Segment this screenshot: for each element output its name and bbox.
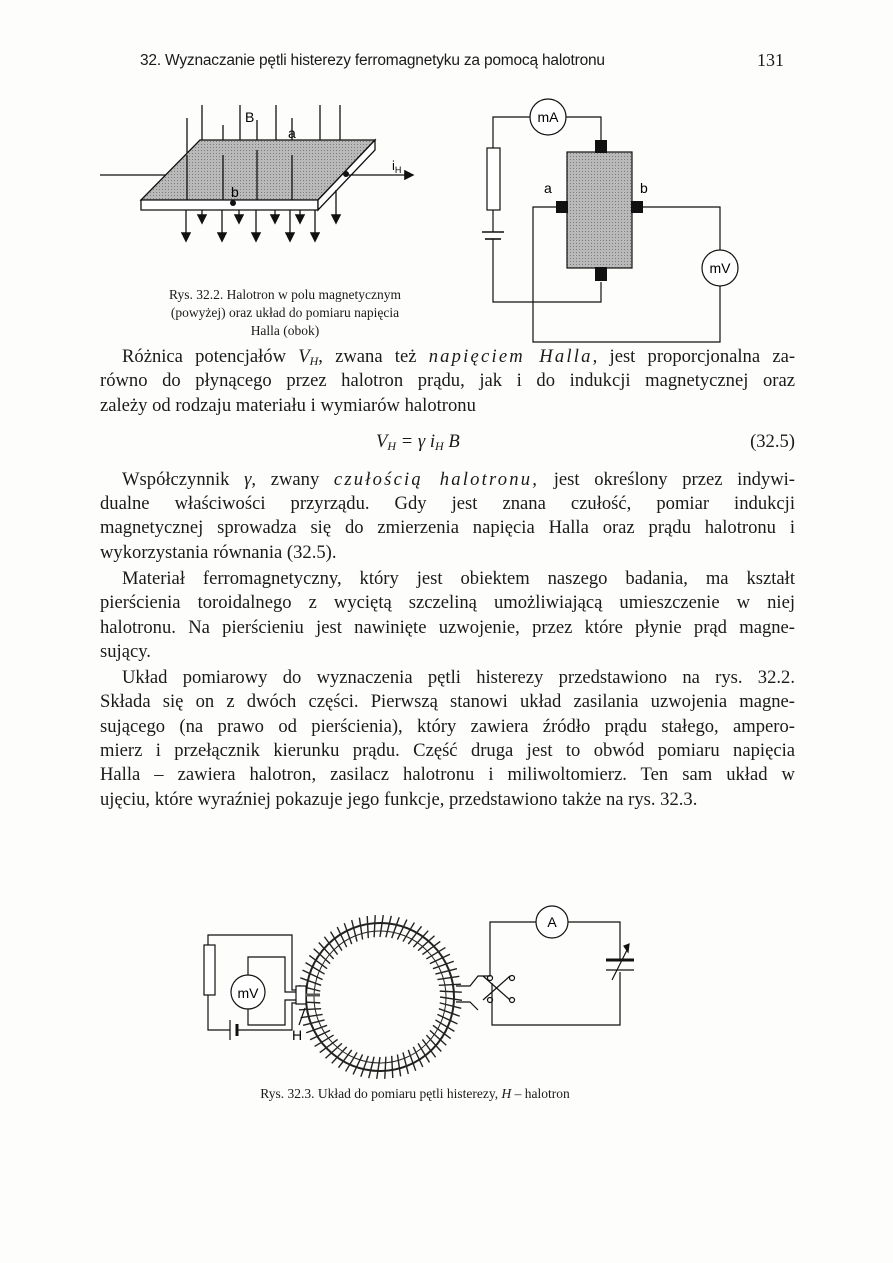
text-line — [100, 369, 795, 393]
paragraph — [100, 567, 795, 665]
winding-turn — [437, 976, 459, 979]
winding-turn — [397, 1054, 400, 1076]
caption-line: Halla (obok) — [250, 323, 320, 338]
winding-turn — [392, 917, 399, 938]
text-segment: równo do płynącego przez halotron prądu, jak i do indukcji magnetycznej oraz — [100, 370, 795, 392]
label-B: B — [245, 109, 255, 125]
winding-turn — [303, 1020, 325, 1025]
text-line — [100, 468, 795, 492]
winding-turn — [301, 1014, 323, 1017]
text-segment: γ — [244, 468, 252, 490]
winding-turn — [440, 991, 462, 992]
text-line — [100, 567, 795, 591]
magnetizing-circuit — [456, 922, 634, 1025]
winding-turn — [361, 1056, 368, 1077]
winding-turn — [300, 978, 321, 985]
winding-turn — [380, 915, 383, 937]
caption-line: (powyżej) oraz układ do pomiaru napięcia — [170, 305, 400, 320]
text-line — [100, 516, 795, 540]
text-segment: Materiał ferromagnetyczny, który jest obiektem naszego badania, ma kształt — [122, 567, 795, 589]
text-line — [100, 715, 795, 739]
text-segment: ujęciu, które wyraźniej pokazuje jego funkcje, przedstawiono także na rys. 32.3. — [100, 788, 698, 810]
text-segment: jest określony przez indywi- — [539, 468, 795, 490]
text-line — [100, 492, 795, 516]
text-segment: pierścienia toroidalnego z wyciętą szczeliną umożliwiającą umieszczenie w niej — [100, 592, 795, 614]
text-segment: Halla – zawiera halotron, zasilacz halotronu i miliwoltomierz. Ten sam układ w — [100, 764, 795, 786]
label-A: A — [547, 914, 557, 930]
text-segment: H — [309, 354, 319, 368]
text-line — [100, 394, 795, 418]
text-segment: sującego (na prawo od pierścienia), który zawiera źródło prądu stałego, ampero- — [100, 715, 795, 737]
text-line — [100, 788, 795, 812]
text-segment: mierz i przełącznik kierunku prądu. Część druga jest to obwód pomiaru napięcia — [100, 739, 795, 761]
caption-line: Rys. 32.2. Halotron w polu magnetycznym — [169, 287, 401, 302]
paragraph — [100, 468, 795, 566]
text-segment: halotronu. Na pierścieniu jest nawinięte uzwojenie, przez które płynie prąd magne- — [100, 616, 795, 638]
text-line — [100, 666, 795, 690]
halotron-plate — [141, 140, 375, 200]
winding-turn — [386, 916, 391, 938]
winding-turn — [385, 1057, 386, 1079]
page-number: 131 — [757, 50, 784, 70]
winding-turn — [374, 915, 375, 937]
figure-32-2-caption — [160, 286, 410, 340]
winding-turn — [403, 1052, 408, 1074]
text-segment: , zwany — [251, 468, 334, 490]
equation-32-5 — [100, 420, 795, 468]
text-segment: Składa się on z dwóch części. Pierwszą stanowi układ zasilania uzwojenia magne- — [100, 691, 795, 713]
caption-italic: H — [501, 1086, 512, 1101]
text-segment: Układ pomiarowy do wyznaczenia pętli histerezy przedstawiono na rys. 32.2. — [122, 666, 795, 688]
text-line — [100, 616, 795, 640]
text-segment: czułością halotronu, — [333, 468, 540, 490]
text-segment: wykorzystania równania (32.5). — [100, 541, 337, 563]
winding-turn — [392, 1056, 393, 1078]
text-line — [100, 541, 795, 565]
label-iH: $i_H$ — [392, 158, 402, 175]
label-a: a — [288, 125, 296, 141]
winding-turn — [435, 969, 457, 974]
figure-32-3-caption — [150, 1085, 680, 1103]
winding-turn — [377, 1057, 380, 1079]
label-a-contact: a — [544, 180, 552, 196]
text-segment: Różnica potencjałów — [122, 346, 299, 367]
label-mV: mV — [237, 985, 259, 1001]
caption-text: Rys. 32.3. Układ do pomiaru pętli histerezy, — [260, 1086, 502, 1101]
label-H: H — [292, 1027, 303, 1043]
figure-halotron-in-field — [0, 0, 893, 360]
paragraph — [100, 345, 795, 418]
winding-turn — [352, 920, 357, 942]
label-b: b — [231, 184, 239, 200]
toroid-with-winding — [298, 915, 462, 1079]
text-segment: magnetycznej sprowadza się do zmierzenia napięcia Halla oraz prądu halotronu i — [100, 517, 795, 539]
figure-hysteresis-setup — [0, 880, 893, 1080]
winding-turn — [369, 1057, 374, 1079]
text-segment: napięciem Halla — [428, 346, 593, 367]
winding-turn — [299, 1009, 321, 1010]
text-line — [100, 345, 795, 369]
text-segment: zależy od rodzaju materiału i wymiarów halotronu — [100, 394, 476, 416]
halotron-element — [567, 152, 632, 268]
text-line — [100, 763, 795, 787]
text-segment: sujący. — [100, 640, 151, 662]
label-mV: mV — [709, 260, 731, 276]
text-segment: , zwana też — [318, 346, 429, 367]
text-segment: , jest proporcjonalna za- — [592, 346, 796, 367]
winding-turn — [359, 918, 362, 940]
text-line — [100, 591, 795, 615]
text-line — [100, 739, 795, 763]
text-segment: Współczynnik — [122, 468, 245, 490]
text-line — [100, 640, 795, 664]
winding-turn — [439, 1009, 460, 1016]
text-line — [100, 690, 795, 714]
label-b-contact: b — [640, 180, 648, 196]
running-header-title: 32. Wyznaczanie pętli histerezy ferromagnetyku za pomocą halotronu — [140, 52, 605, 69]
winding-turn — [440, 1003, 462, 1008]
winding-turn — [367, 916, 368, 938]
equation-body: $V_H = \gamma$ $i_H$ B — [376, 430, 460, 453]
body-text — [100, 345, 795, 814]
paragraph — [100, 666, 795, 812]
winding-turn — [440, 997, 462, 1000]
equation-number: (32.5) — [750, 430, 795, 452]
text-segment: V — [298, 346, 310, 367]
text-segment: dualne właściwości przyrządu. Gdy jest znana czułość, pomiar indukcji — [100, 493, 795, 515]
winding-turn — [439, 984, 461, 985]
caption-text: – halotron — [511, 1086, 570, 1101]
label-mA: mA — [537, 109, 559, 125]
